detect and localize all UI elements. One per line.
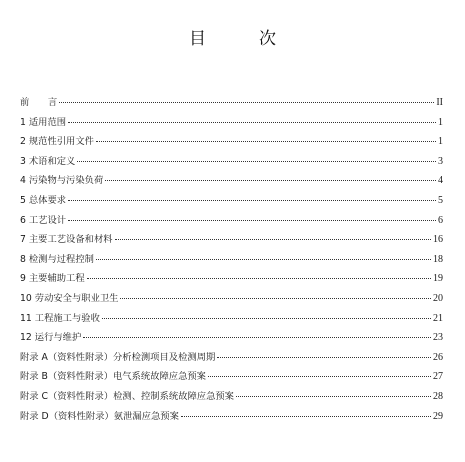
toc-entry-12[interactable] xyxy=(20,328,443,348)
toc-entry-page: 16 xyxy=(433,234,443,246)
toc-entry-page: 19 xyxy=(433,273,443,285)
dot-leader xyxy=(96,259,431,260)
toc-entry-label: 7 主要工艺设备和材料 xyxy=(20,234,113,246)
toc-list xyxy=(20,93,443,426)
toc-entry-label: 附录 B（资料性附录）电气系统故障应急预案 xyxy=(20,371,206,383)
toc-entry-page: 5 xyxy=(438,194,443,206)
dot-leader xyxy=(68,200,436,201)
toc-entry-1[interactable] xyxy=(20,113,443,133)
toc-entry-label: 5 总体要求 xyxy=(20,194,67,206)
dot-leader xyxy=(83,337,431,338)
toc-entry-label: 2 规范性引用文件 xyxy=(20,136,94,148)
dot-leader xyxy=(115,239,431,240)
toc-entry-page: 29 xyxy=(433,410,443,422)
toc-entry-7[interactable] xyxy=(20,230,443,250)
dot-leader xyxy=(120,298,431,299)
toc-entry-appendix-b[interactable] xyxy=(20,367,443,387)
toc-entry-page: 23 xyxy=(433,332,443,344)
toc-entry-4[interactable] xyxy=(20,171,443,191)
toc-entry-page: 1 xyxy=(438,136,443,148)
toc-entry-page: II xyxy=(436,97,443,108)
toc-entry-appendix-c[interactable] xyxy=(20,387,443,407)
dot-leader xyxy=(68,122,436,123)
toc-entry-page: 27 xyxy=(433,371,443,383)
toc-entry-label: 8 检测与过程控制 xyxy=(20,253,94,265)
toc-entry-9[interactable] xyxy=(20,269,443,289)
dot-leader xyxy=(59,102,434,103)
toc-entry-label: 附录 D（资料性附录）氨泄漏应急预案 xyxy=(20,410,179,422)
toc-entry-8[interactable] xyxy=(20,250,443,270)
dot-leader xyxy=(217,357,431,358)
toc-entry-label: 10 劳动安全与职业卫生 xyxy=(20,292,119,304)
toc-entry-2[interactable] xyxy=(20,132,443,152)
toc-entry-label: 12 运行与维护 xyxy=(20,332,82,344)
toc-entry-page: 28 xyxy=(433,390,443,402)
dot-leader xyxy=(236,396,431,397)
toc-entry-page: 1 xyxy=(438,116,443,128)
toc-entry-page: 3 xyxy=(438,155,443,167)
toc-entry-label: 附录 A（资料性附录）分析检测项目及检测周期 xyxy=(20,351,216,363)
toc-entry-appendix-a[interactable] xyxy=(20,348,443,368)
toc-entry-3[interactable] xyxy=(20,152,443,172)
dot-leader xyxy=(102,318,431,319)
toc-entry-page: 21 xyxy=(433,312,443,324)
toc-entry-label: 1 适用范围 xyxy=(20,116,67,128)
toc-entry-label: 前 言 xyxy=(20,97,58,108)
toc-entry-page: 26 xyxy=(433,351,443,363)
dot-leader xyxy=(105,180,436,181)
toc-entry-label: 11 工程施工与验收 xyxy=(20,312,100,324)
toc-entry-11[interactable] xyxy=(20,309,443,329)
toc-entry-10[interactable] xyxy=(20,289,443,309)
toc-entry-6[interactable] xyxy=(20,211,443,231)
toc-entry-label: 3 术语和定义 xyxy=(20,155,76,167)
toc-entry-5[interactable] xyxy=(20,191,443,211)
dot-leader xyxy=(96,141,436,142)
toc-entry-page: 18 xyxy=(433,253,443,265)
dot-leader xyxy=(181,416,431,417)
toc-entry-page: 6 xyxy=(438,214,443,226)
toc-entry-label: 6 工艺设计 xyxy=(20,214,67,226)
dot-leader xyxy=(208,376,431,377)
toc-entry-appendix-d[interactable] xyxy=(20,407,443,427)
toc-entry-label: 9 主要辅助工程 xyxy=(20,273,85,285)
toc-entry-page: 20 xyxy=(433,292,443,304)
toc-entry-label: 附录 C（资料性附录）检测、控制系统故障应急预案 xyxy=(20,390,234,402)
dot-leader xyxy=(68,220,436,221)
dot-leader xyxy=(87,278,431,279)
toc-entry-foreword[interactable] xyxy=(20,93,443,113)
dot-leader xyxy=(77,161,436,162)
toc-entry-label: 4 污染物与污染负荷 xyxy=(20,175,104,187)
toc-entry-page: 4 xyxy=(438,175,443,187)
toc-title: 目 次 xyxy=(189,29,294,49)
